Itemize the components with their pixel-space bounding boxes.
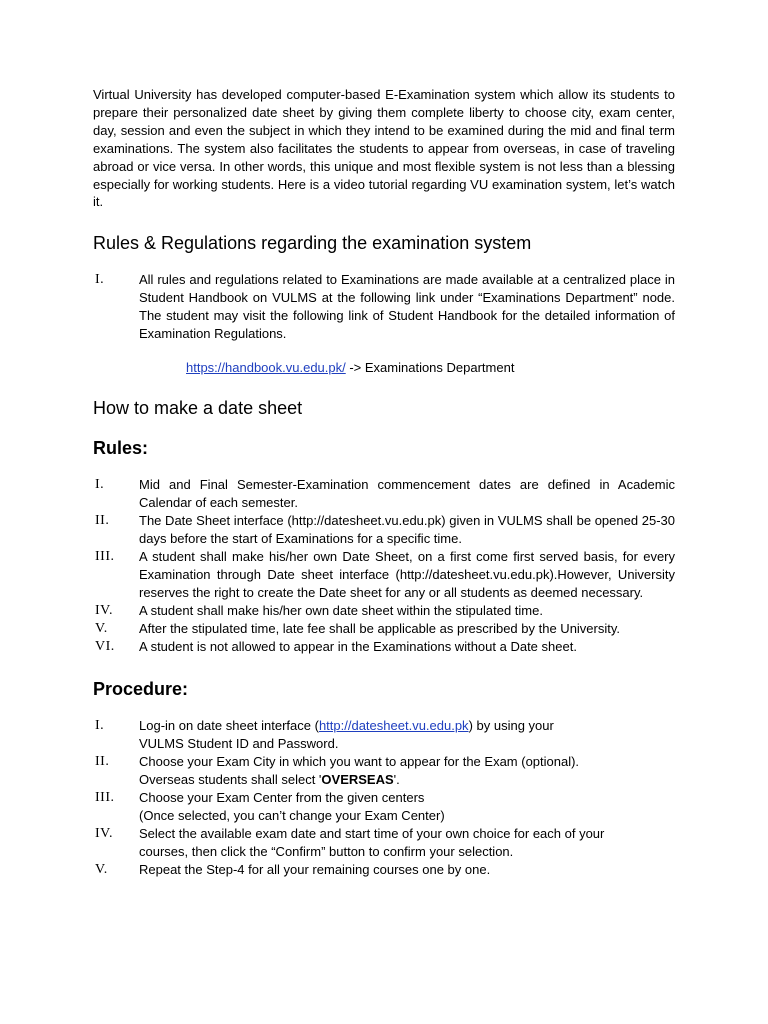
list-number: III. (95, 790, 115, 806)
procedure-step (93, 717, 675, 753)
list-number: II. (95, 513, 110, 529)
document-page (93, 86, 675, 879)
list-number: IV. (95, 603, 113, 619)
intro-paragraph: Virtual University has developed computer-based E-Examination system which allow its students to prepare their personalized date sheet by giving them complete liberty to choose city, exam center, day, session and even the subject in which they intend to be examined during the mid and final term examinations. The system also facilitates the students to appear from overseas, in case of traveling abroad or vice versa. In other words, this unique and most flexible system is not less than a blessing especially for working students. Here is a video tutorial regarding VU examination system, let’s watch it. (93, 87, 675, 210)
list-number: IV. (95, 826, 113, 842)
list-number: VI. (95, 639, 115, 655)
step-text: Overseas students shall select ' (139, 772, 322, 788)
rules-regulations-heading: Rules & Regulations regarding the examination system (93, 233, 532, 254)
rule-text: The Date Sheet interface (http://datesheet.vu.edu.pk) given in VULMS shall be opened 25-30 days before the start of Examinations for a specific time. (139, 513, 675, 547)
rule-item (93, 620, 675, 638)
step-text: ) by using your (468, 718, 554, 734)
list-number: V. (95, 862, 108, 878)
handbook-link-line (93, 359, 675, 377)
step-text: '. (393, 772, 400, 788)
rule-item (93, 512, 675, 548)
regulations-text: All rules and regulations related to Examinations are made available at a centralized place in Student Handbook on VULMS at the following link under “Examinations Department” node. The student may visit the following link of Student Handbook for the detailed information of Examination Regulations. (139, 272, 675, 342)
step-text: Repeat the Step-4 for all your remaining courses one by one. (139, 862, 491, 878)
step-text: (Once selected, you can’t change your Exam Center) (139, 808, 445, 824)
procedure-list (93, 717, 675, 879)
overseas-keyword: OVERSEAS (321, 772, 394, 788)
step-text: Choose your Exam Center from the given centers (139, 790, 425, 806)
procedure-step (93, 825, 675, 861)
rule-text: A student shall make his/her own date sheet within the stipulated time. (139, 603, 543, 619)
step-text: VULMS Student ID and Password. (139, 736, 339, 752)
rules-list (93, 476, 675, 656)
list-number: I. (95, 272, 105, 288)
list-number: II. (95, 754, 110, 770)
list-number: I. (95, 477, 105, 493)
datesheet-link[interactable]: http://datesheet.vu.edu.pk (318, 718, 469, 734)
regulations-item (93, 271, 675, 343)
handbook-link-suffix: -> Examinations Department (345, 360, 515, 376)
rule-text: A student shall make his/her own Date Sheet, on a first come first served basis, for every Examination through Date sheet interface (http://datesheet.vu.edu.pk).However, University reserves the right to create the Date sheet for any or all students as deemed necessary. (139, 549, 675, 601)
list-number: III. (95, 549, 115, 565)
date-sheet-heading: How to make a date sheet (93, 398, 303, 419)
rule-text: A student is not allowed to appear in the Examinations without a Date sheet. (139, 639, 577, 655)
handbook-link[interactable]: https://handbook.vu.edu.pk/ (186, 360, 346, 376)
procedure-step (93, 753, 675, 789)
procedure-step (93, 789, 675, 825)
rule-item (93, 602, 675, 620)
rule-item (93, 638, 675, 656)
rules-heading: Rules: (93, 438, 149, 459)
rule-item (93, 548, 675, 602)
list-number: I. (95, 718, 105, 734)
step-text: Log-in on date sheet interface ( (139, 718, 319, 734)
procedure-heading: Procedure: (93, 679, 189, 700)
procedure-step (93, 861, 675, 879)
rule-text: Mid and Final Semester-Examination commencement dates are defined in Academic Calendar of each semester. (139, 477, 675, 511)
rule-text: After the stipulated time, late fee shall be applicable as prescribed by the University. (139, 621, 621, 637)
step-text: Select the available exam date and start time of your own choice for each of your (139, 826, 605, 842)
list-number: V. (95, 621, 108, 637)
step-text: Choose your Exam City in which you want to appear for the Exam (optional). (139, 754, 580, 770)
rule-item (93, 476, 675, 512)
step-text: courses, then click the “Confirm” button to confirm your selection. (139, 844, 514, 860)
